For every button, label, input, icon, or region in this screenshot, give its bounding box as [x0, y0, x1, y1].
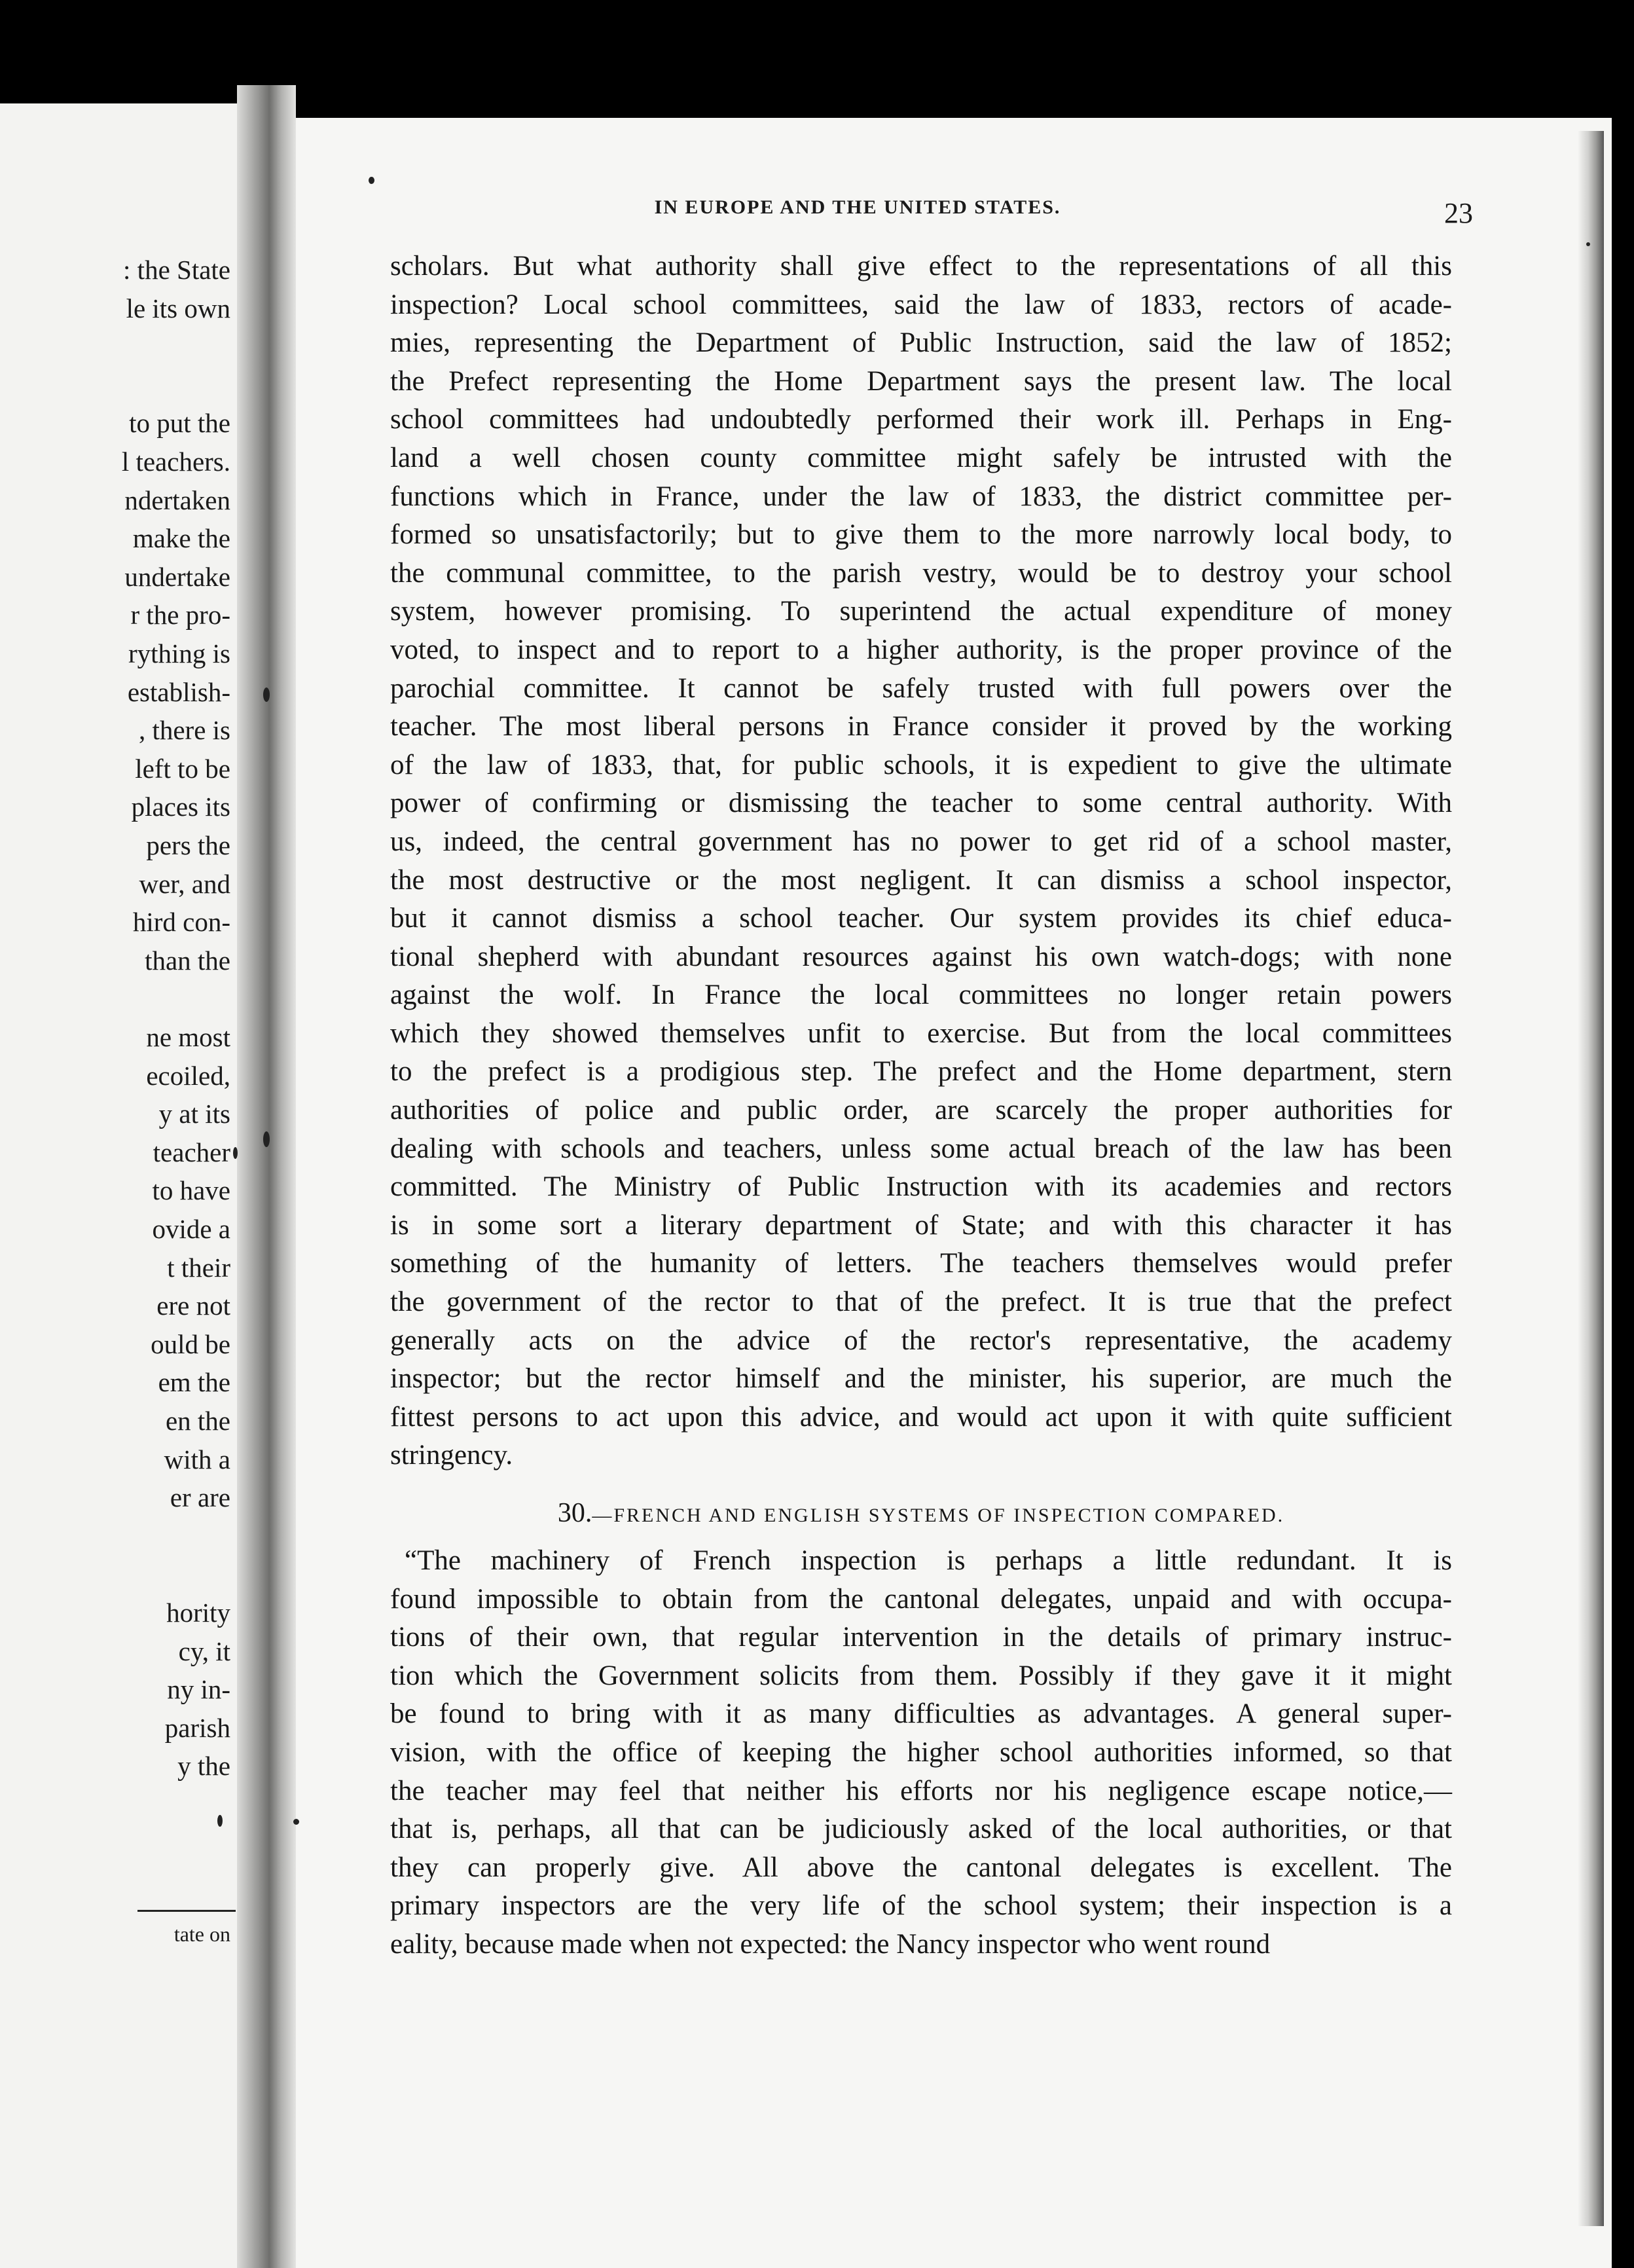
left-page-line: undertake	[124, 561, 230, 592]
text-line: is in some sort a literary department of State; and with this character it has	[390, 1209, 1452, 1241]
running-head: IN EUROPE AND THE UNITED STATES.	[654, 196, 1061, 218]
text-line: the Prefect representing the Home Department says the present law. The local	[390, 365, 1452, 397]
text-line: school committees had undoubtedly performed their work ill. Perhaps in Eng-	[390, 404, 1452, 435]
text-line: “The machinery of French inspection is perhaps a little redundant. It is	[405, 1545, 1452, 1576]
left-page-line: places its	[131, 792, 230, 822]
left-page-fragment	[0, 103, 237, 2268]
left-page-line: ne most	[146, 1022, 230, 1052]
text-line: dealing with schools and teachers, unless some actual breach of the law has been	[390, 1133, 1452, 1164]
text-line: primary inspectors are the very life of the school system; their inspection is a	[390, 1890, 1452, 1922]
text-line: something of the humanity of letters. The teachers themselves would prefer	[390, 1248, 1452, 1279]
book-gutter	[237, 85, 296, 2268]
paragraph-2	[390, 1542, 1452, 1964]
left-page-line: em the	[158, 1367, 230, 1398]
text-line: against the wolf. In France the local committees no longer retain powers	[390, 979, 1452, 1011]
text-line: inspector; but the rector himself and the minister, his superior, are much the	[390, 1363, 1452, 1395]
paragraph-1	[390, 247, 1452, 1475]
text-line: but it cannot dismiss a school teacher. Our system provides its chief educa-	[390, 903, 1452, 934]
left-page-line: er are	[170, 1482, 230, 1513]
left-page-line: establish-	[127, 676, 230, 707]
scan-speck	[263, 687, 270, 702]
text-line: system, however promising. To superintend the actual expenditure of money	[390, 596, 1452, 627]
left-page-line: wer, and	[139, 868, 230, 899]
body-text	[390, 247, 1452, 1964]
left-page-line: rything is	[128, 638, 230, 668]
text-line: the government of the rector to that of the prefect. It is true that the prefect	[390, 1287, 1452, 1318]
scan-speck	[1586, 242, 1590, 246]
left-page-line: ecoiled,	[146, 1060, 230, 1091]
text-line: generally acts on the advice of the rector's representative, the academy	[390, 1325, 1452, 1356]
text-line: the communal committee, to the parish vestry, would be to destroy your school	[390, 557, 1452, 589]
left-page-line: r the pro-	[130, 600, 230, 631]
text-line: power of confirming or dismissing the teacher to some central authority. With	[390, 788, 1452, 819]
scan-speck	[369, 177, 374, 184]
scan-speck	[217, 1815, 223, 1827]
text-line: found impossible to obtain from the cantonal delegates, unpaid and with occupa-	[390, 1583, 1452, 1615]
text-line: be found to bring with it as many difficulties as advantages. A general super-	[390, 1698, 1452, 1730]
text-line: eality, because made when not expected: the Nancy inspector who went round	[390, 1928, 1271, 1960]
text-line: tional shepherd with abundant resources against his own watch-dogs; with none	[390, 941, 1452, 972]
text-line: parochial committee. It cannot be safely trusted with full powers over the	[390, 672, 1452, 704]
text-line: functions which in France, under the law of 1833, the district committee per-	[390, 481, 1452, 512]
section-title: —FRENCH AND ENGLISH SYSTEMS OF INSPECTION COMPARED.	[592, 1505, 1285, 1526]
text-line: to the prefect is a prodigious step. The prefect and the Home department, stern	[390, 1056, 1452, 1088]
text-line: committed. The Ministry of Public Instruction with its academies and rectors	[390, 1171, 1452, 1203]
text-line: fittest persons to act upon this advice, and would act upon it with quite sufficient	[390, 1401, 1452, 1433]
text-line: formed so unsatisfactorily; but to give them to the more narrowly local body, to	[390, 519, 1452, 551]
left-page-line: ny in-	[167, 1674, 230, 1705]
section-heading	[390, 1493, 1452, 1535]
text-line: tions of their own, that regular intervention in the details of primary instruc-	[390, 1622, 1452, 1653]
left-page-line: hird con-	[132, 907, 230, 938]
page-number: 23	[1444, 197, 1473, 229]
left-page-line: teacher	[153, 1137, 230, 1167]
left-page-line: le its own	[126, 293, 230, 323]
text-line: land a well chosen county committee might safely be intrusted with the	[390, 442, 1452, 473]
text-line: of the law of 1833, that, for public schools, it is expedient to give the ultimate	[390, 749, 1452, 780]
left-page-line: l teachers.	[121, 447, 230, 477]
left-page-line: with a	[164, 1444, 230, 1474]
left-page-line: make the	[132, 523, 230, 554]
text-line: us, indeed, the central government has no power to get rid of a school master,	[390, 826, 1452, 857]
left-page-line: left to be	[135, 753, 230, 784]
text-line: vision, with the office of keeping the higher school authorities informed, so that	[390, 1736, 1452, 1768]
section-number: 30.	[557, 1498, 592, 1528]
footnote-rule	[137, 1910, 236, 1912]
page-edge-shadow	[1578, 131, 1604, 2226]
left-page-line: pers the	[146, 830, 230, 860]
footnote-fragment: tate on	[173, 1922, 230, 1946]
text-line: that is, perhaps, all that can be judiciously asked of the local authorities, or that	[390, 1814, 1452, 1845]
left-page-line: y the	[177, 1751, 230, 1782]
text-line: the teacher may feel that neither his efforts nor his negligence escape notice,—	[390, 1775, 1452, 1806]
left-page-line: , there is	[138, 715, 230, 746]
left-page-line: to put the	[129, 408, 230, 439]
left-page-line: : the State	[123, 255, 230, 285]
left-page-line: ould be	[151, 1328, 230, 1359]
text-line: which they showed themselves unfit to exercise. But from the local committees	[390, 1017, 1452, 1049]
text-line: scholars. But what authority shall give effect to the representations of all this	[390, 251, 1452, 282]
text-line: voted, to inspect and to report to a higher authority, is the proper province of the	[390, 634, 1452, 665]
scan-speck	[263, 1131, 270, 1147]
text-line: mies, representing the Department of Public Instruction, said the law of 1852;	[390, 327, 1452, 359]
left-page-line: cy, it	[178, 1636, 230, 1666]
left-page-line: ndertaken	[124, 485, 230, 515]
left-page-line: t their	[167, 1252, 230, 1283]
left-page-line: to have	[152, 1175, 230, 1206]
scan-speck	[293, 1819, 299, 1825]
left-page-line: ere not	[156, 1290, 230, 1321]
left-page-line: parish	[164, 1712, 230, 1743]
text-line: stringency.	[390, 1440, 513, 1471]
text-line: teacher. The most liberal persons in France consider it proved by the working	[390, 711, 1452, 742]
left-page-line: ovide a	[152, 1214, 230, 1244]
left-page-line: y at its	[158, 1099, 230, 1129]
scan-speck	[233, 1147, 238, 1159]
text-line: inspection? Local school committees, said the law of 1833, rectors of acade-	[390, 289, 1452, 320]
left-page-line: en the	[165, 1406, 230, 1436]
text-line: they can properly give. All above the cantonal delegates is excellent. The	[390, 1852, 1452, 1883]
text-line: authorities of police and public order, are scarcely the proper authorities for	[390, 1095, 1452, 1126]
text-line: the most destructive or the most negligent. It can dismiss a school inspector,	[390, 864, 1452, 896]
left-page-line: than the	[145, 945, 230, 976]
text-line: tion which the Government solicits from them. Possibly if they gave it it might	[390, 1660, 1452, 1691]
left-page-line: hority	[166, 1598, 230, 1628]
